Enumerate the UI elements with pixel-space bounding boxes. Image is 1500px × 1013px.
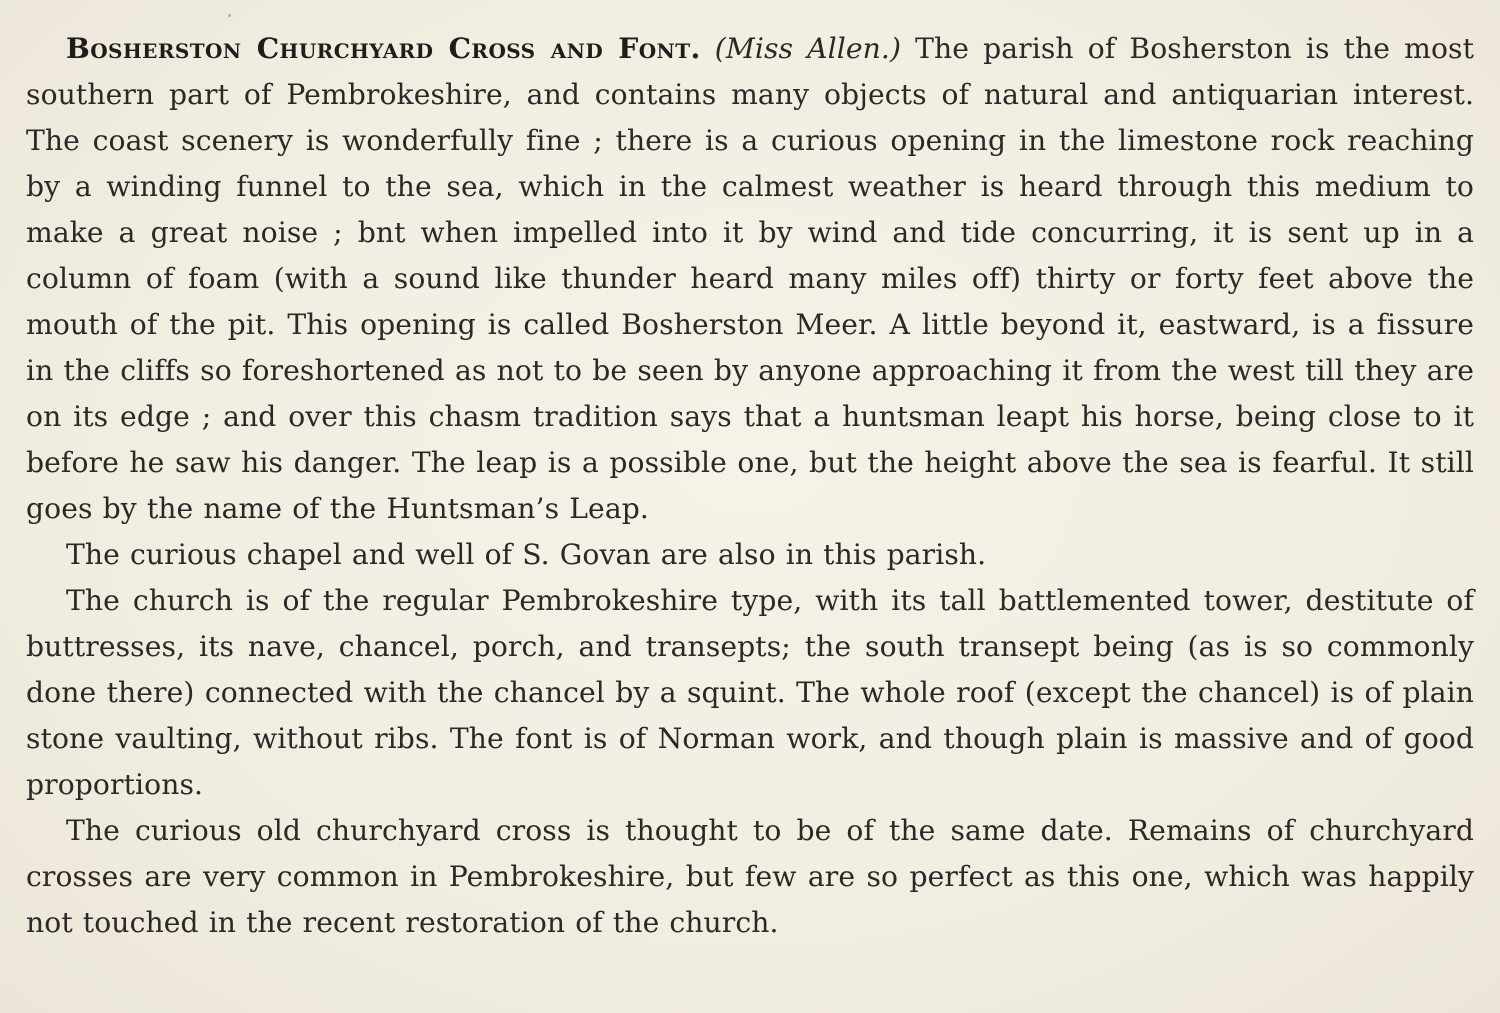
paragraph-intro — [26, 26, 1474, 532]
article-body — [26, 26, 1474, 946]
paragraph-text: The parish of Bosherston is the most southern part of Pembrokeshire, and contains many objects of natural and antiquarian interest. The coast scenery is wonderfully fine ; there is a curious opening in the limestone rock reaching by a winding funnel to the sea, which in the calmest weather is heard through this medium to make a great noise ; bnt when impelled into it by wind and tide concurring, it is sent up in a column of foam (with a sound like thunder heard many miles off) thirty or forty feet above the mouth of the pit. This opening is called Bosherston Meer. A little beyond it, eastward, is a fissure in the cliffs so foreshortened as not to be seen by anyone approaching it from the west till they are on its edge ; and over this chasm tradition says that a huntsman leapt his horse, being close to it before he saw his danger. The leap is a possible one, but the height above the sea is fearful. It still goes by the name of the Huntsman’s Leap. — [26, 32, 1475, 525]
paragraph-chapel: The curious chapel and well of S. Govan are also in this parish. — [66, 538, 987, 571]
paragraph-church: The church is of the regular Pembrokeshire type, with its tall battlemented tower, destitute of buttresses, its nave, chancel, porch, and transepts; the south transept being (as is so commonly done there) connected with the chancel by a squint. The whole roof (except the chancel) is of plain stone vaulting, without ribs. The font is of Norman work, and though plain is massive and of good proportions. — [26, 584, 1474, 801]
paragraph-cross: The curious old churchyard cross is thought to be of the same date. Remains of churchyard crosses are very common in Pembrokeshire, but few are so perfect as this one, which was happily not touched in the recent restoration of the church. — [26, 814, 1474, 939]
article-attribution: (Miss Allen.) — [714, 32, 902, 65]
ink-speck — [228, 14, 231, 17]
article-heading: Bosherston Churchyard Cross and Font. — [66, 32, 701, 65]
